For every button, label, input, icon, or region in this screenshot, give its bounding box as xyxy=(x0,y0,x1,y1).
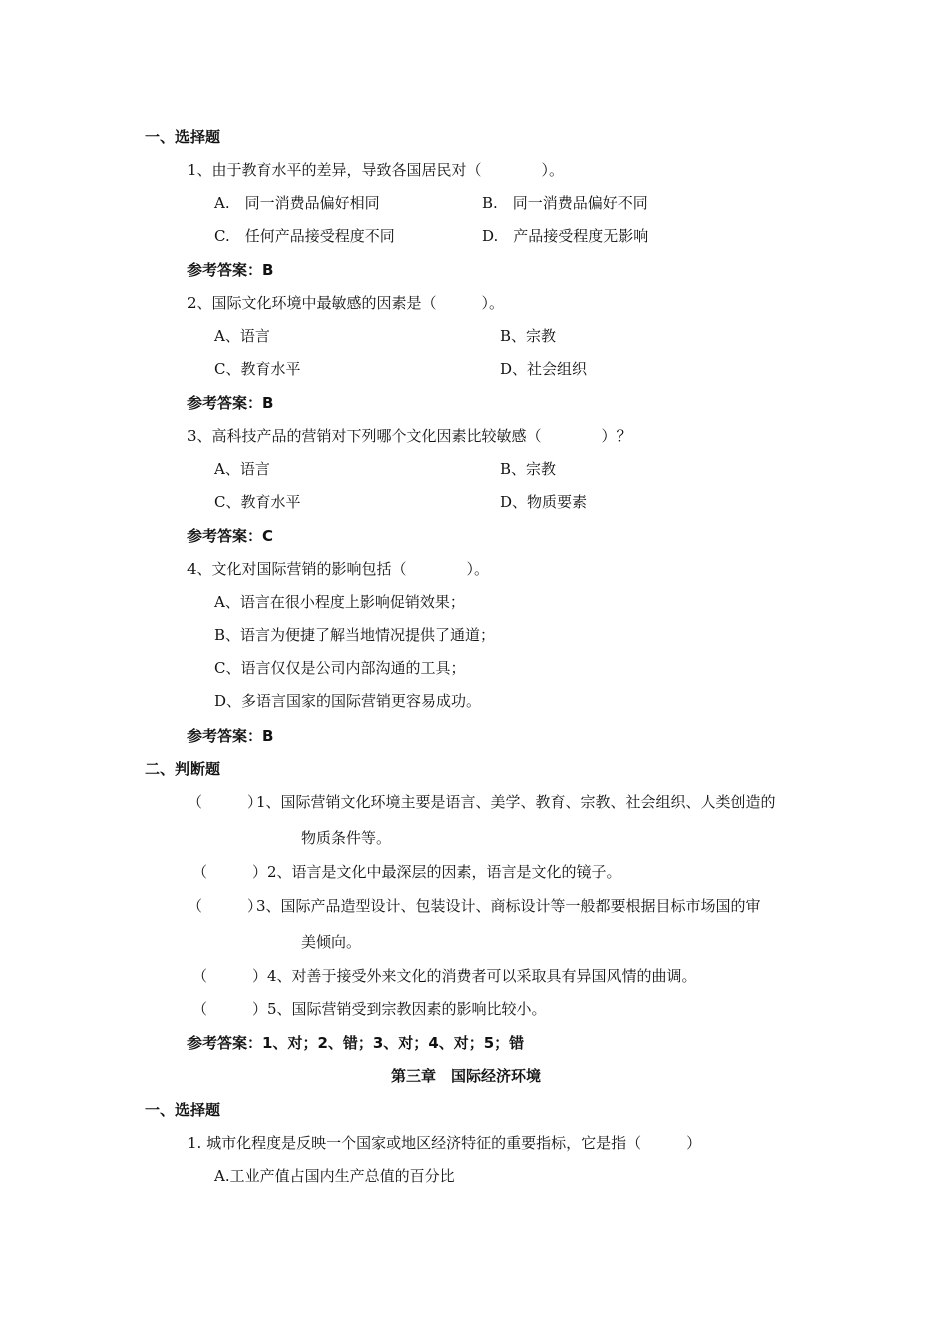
chapter3-title: 第三章 国际经济环境 xyxy=(391,1067,542,1085)
ch3-q1-stem: 1. 城市化程度是反映一个国家或地区经济特征的重要指标，它是指（ ） xyxy=(187,1134,702,1152)
q3-option-d: D、物质要素 xyxy=(500,493,588,511)
q2-stem: 2、国际文化环境中最敏感的因素是（ ）。 xyxy=(187,294,505,312)
q3-stem: 3、高科技产品的营销对下列哪个文化因素比较敏感（ ）？ xyxy=(187,427,632,445)
q4-option-d: D、多语言国家的国际营销更容易成功。 xyxy=(214,692,482,710)
q1-option-a: A. 同一消费品偏好相同 xyxy=(214,194,380,212)
q3-option-b: B、宗教 xyxy=(500,460,557,478)
q2-option-c: C、教育水平 xyxy=(214,360,301,378)
judge3-paren: （ ） xyxy=(187,897,263,915)
section2-heading: 二、判断题 xyxy=(145,760,221,778)
judge1-line2: 物质条件等。 xyxy=(301,829,392,847)
q4-stem: 4、文化对国际营销的影响包括（ ）。 xyxy=(187,560,490,578)
q2-option-b: B、宗教 xyxy=(500,327,557,345)
q2-answer: 参考答案：B xyxy=(187,394,274,412)
q1-option-d: D. 产品接受程度无影响 xyxy=(482,227,649,245)
judge1-paren: （ ） xyxy=(187,793,263,811)
q2-option-d: D、社会组织 xyxy=(500,360,588,378)
judge3-line1: 3、国际产品造型设计、包装设计、商标设计等一般都要根据目标市场国的审 xyxy=(256,897,761,915)
q4-option-b: B、语言为便捷了解当地情况提供了通道； xyxy=(214,626,496,644)
q3-answer: 参考答案：C xyxy=(187,527,274,545)
q2-option-a: A、语言 xyxy=(214,327,270,345)
chapter3-heading: 一、选择题 xyxy=(145,1101,221,1119)
ch3-q1-option-a: A.工业产值占国内生产总值的百分比 xyxy=(214,1167,455,1185)
judge5: （ ）5、国际营销受到宗教因素的影响比较小。 xyxy=(192,1000,547,1018)
q3-option-c: C、教育水平 xyxy=(214,493,301,511)
section2-answer: 参考答案：1、对；2、错；3、对；4、对；5；错 xyxy=(187,1034,525,1052)
judge3-line2: 美倾向。 xyxy=(301,933,362,951)
q1-stem: 1、由于教育水平的差异，导致各国居民对（ ）。 xyxy=(187,161,565,179)
q4-answer: 参考答案：B xyxy=(187,727,274,745)
q1-option-c: C. 任何产品接受程度不同 xyxy=(214,227,395,245)
q4-option-c: C、语言仅仅是公司内部沟通的工具； xyxy=(214,659,466,677)
q1-answer: 参考答案：B xyxy=(187,261,274,279)
judge1-line1: 1、国际营销文化环境主要是语言、美学、教育、宗教、社会组织、人类创造的 xyxy=(256,793,776,811)
q1-option-b: B. 同一消费品偏好不同 xyxy=(482,194,648,212)
q3-option-a: A、语言 xyxy=(214,460,270,478)
q4-option-a: A、语言在很小程度上影响促销效果； xyxy=(214,593,465,611)
judge4: （ ）4、对善于接受外来文化的消费者可以采取具有异国风情的曲调。 xyxy=(192,967,697,985)
section1-heading: 一、选择题 xyxy=(145,128,221,146)
judge2: （ ）2、语言是文化中最深层的因素，语言是文化的镜子。 xyxy=(192,863,622,881)
